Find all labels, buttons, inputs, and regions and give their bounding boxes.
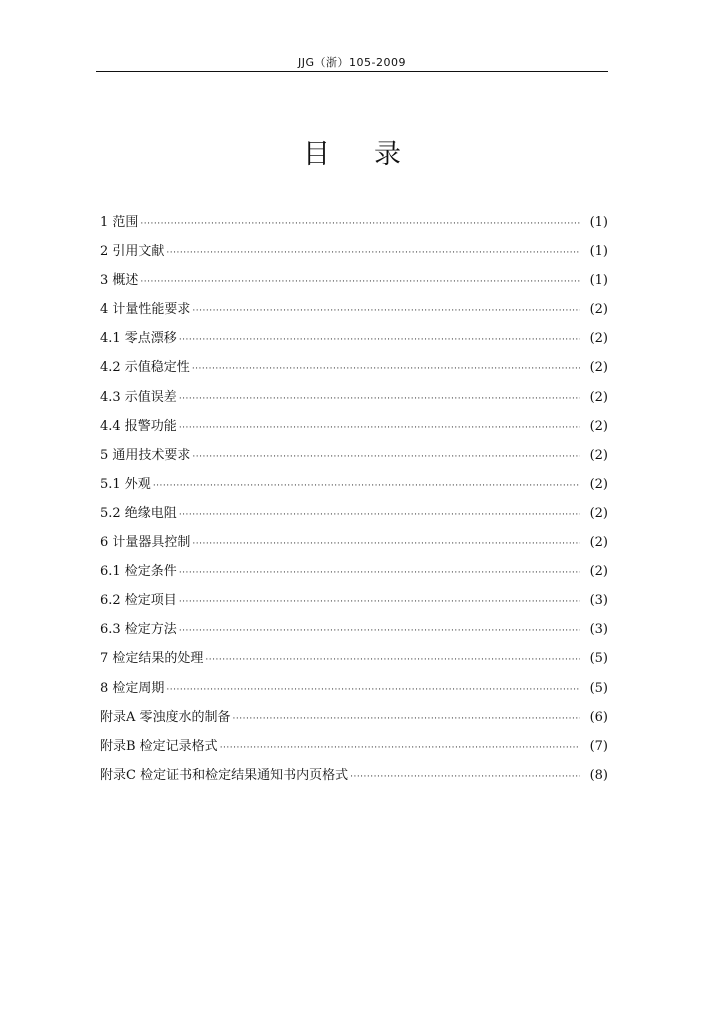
- toc-entry-label: 1 范围: [100, 215, 139, 230]
- toc-entry-page: (2): [589, 389, 608, 405]
- toc-dot-leader: [140, 210, 580, 239]
- toc-entry: [100, 732, 608, 761]
- toc-entry: [100, 208, 608, 237]
- toc-entry-page: (2): [589, 302, 608, 318]
- toc-entry: [100, 703, 608, 732]
- toc-entry-page: (1): [589, 215, 608, 230]
- toc-entry: [100, 266, 608, 295]
- toc-dot-leader: [179, 385, 580, 414]
- toc-entry-label: 4.4 报警功能: [100, 418, 177, 434]
- toc-dot-leader: [179, 559, 580, 588]
- toc-dot-leader: [179, 326, 580, 355]
- toc-entry-page: (2): [589, 418, 608, 434]
- toc-entry-label: 4.2 示值稳定性: [100, 360, 190, 376]
- toc-entry-label: 6.2 检定项目: [100, 593, 177, 609]
- toc-entry-label: 3 概述: [100, 273, 139, 289]
- toc-dot-leader: [153, 472, 580, 501]
- header-code: JJG（浙）105-2009: [298, 56, 406, 69]
- toc-entry-page: (2): [589, 447, 608, 463]
- toc-dot-leader: [192, 355, 580, 384]
- toc-entry: [100, 499, 608, 528]
- toc-dot-leader: [192, 443, 580, 472]
- toc-entry: [100, 644, 608, 673]
- toc-dot-leader: [233, 705, 580, 734]
- toc-entry-label: 4.3 示值误差: [100, 389, 177, 405]
- header-rule: [96, 71, 608, 72]
- toc-entry-label: 8 检定周期: [100, 680, 165, 696]
- toc-dot-leader: [179, 414, 580, 443]
- toc-entry-page: (2): [589, 331, 608, 347]
- toc-entry-page: (6): [589, 709, 608, 725]
- toc-entry: [100, 470, 608, 499]
- toc-entry: [100, 761, 608, 790]
- toc-entry-page: (2): [589, 564, 608, 580]
- toc-entry: [100, 383, 608, 412]
- toc-entry-page: (1): [589, 244, 608, 260]
- toc-entry-label: 6 计量器具控制: [100, 535, 191, 551]
- toc-dot-leader: [179, 617, 580, 646]
- toc-entry-page: (5): [589, 651, 608, 667]
- toc-entry-label: 5 通用技术要求: [100, 447, 191, 463]
- toc-dot-leader: [179, 501, 580, 530]
- toc-entry: [100, 674, 608, 703]
- toc-entry-page: (5): [589, 680, 608, 696]
- toc-dot-leader: [220, 734, 580, 763]
- toc-dot-leader: [179, 588, 580, 617]
- toc-entry-page: (3): [589, 622, 608, 638]
- toc-entry-label: 4.1 零点漂移: [100, 331, 177, 347]
- toc-entry-label: 6.3 检定方法: [100, 622, 177, 638]
- toc-dot-leader: [205, 646, 580, 675]
- toc-dot-leader: [166, 676, 580, 705]
- toc-entry-label: 5.2 绝缘电阻: [100, 505, 177, 521]
- toc-entry-label: 附录C 检定证书和检定结果通知书内页格式: [100, 767, 349, 783]
- toc-entry-label: 附录B 检定记录格式: [100, 738, 218, 754]
- table-of-contents: [100, 208, 608, 790]
- toc-entry-page: (2): [589, 476, 608, 492]
- toc-entry-label: 4 计量性能要求: [100, 302, 191, 318]
- toc-entry: [100, 586, 608, 615]
- toc-dot-leader: [192, 530, 580, 559]
- toc-dot-leader: [350, 763, 580, 792]
- toc-entry-label: 2 引用文献: [100, 244, 165, 260]
- toc-entry-label: 6.1 检定条件: [100, 564, 177, 580]
- toc-entry-page: (2): [589, 505, 608, 521]
- toc-entry-label: 5.1 外观: [100, 476, 151, 492]
- toc-dot-leader: [140, 268, 580, 297]
- toc-entry-page: (7): [589, 738, 608, 754]
- toc-entry: [100, 615, 608, 644]
- toc-entry-page: (2): [589, 535, 608, 551]
- toc-entry: [100, 557, 608, 586]
- toc-entry: [100, 353, 608, 382]
- toc-dot-leader: [192, 297, 580, 326]
- page-title: 目录: [303, 139, 445, 170]
- toc-entry: [100, 295, 608, 324]
- toc-dot-leader: [166, 239, 580, 268]
- toc-entry-label: 附录A 零浊度水的制备: [100, 709, 231, 725]
- toc-entry-page: (2): [589, 360, 608, 376]
- toc-entry: [100, 441, 608, 470]
- toc-entry: [100, 237, 608, 266]
- toc-entry-page: (1): [589, 273, 608, 289]
- toc-entry: [100, 324, 608, 353]
- toc-entry-page: (3): [589, 593, 608, 609]
- toc-entry-page: (8): [589, 767, 608, 783]
- toc-entry: [100, 528, 608, 557]
- toc-entry: [100, 412, 608, 441]
- toc-entry-label: 7 检定结果的处理: [100, 651, 204, 667]
